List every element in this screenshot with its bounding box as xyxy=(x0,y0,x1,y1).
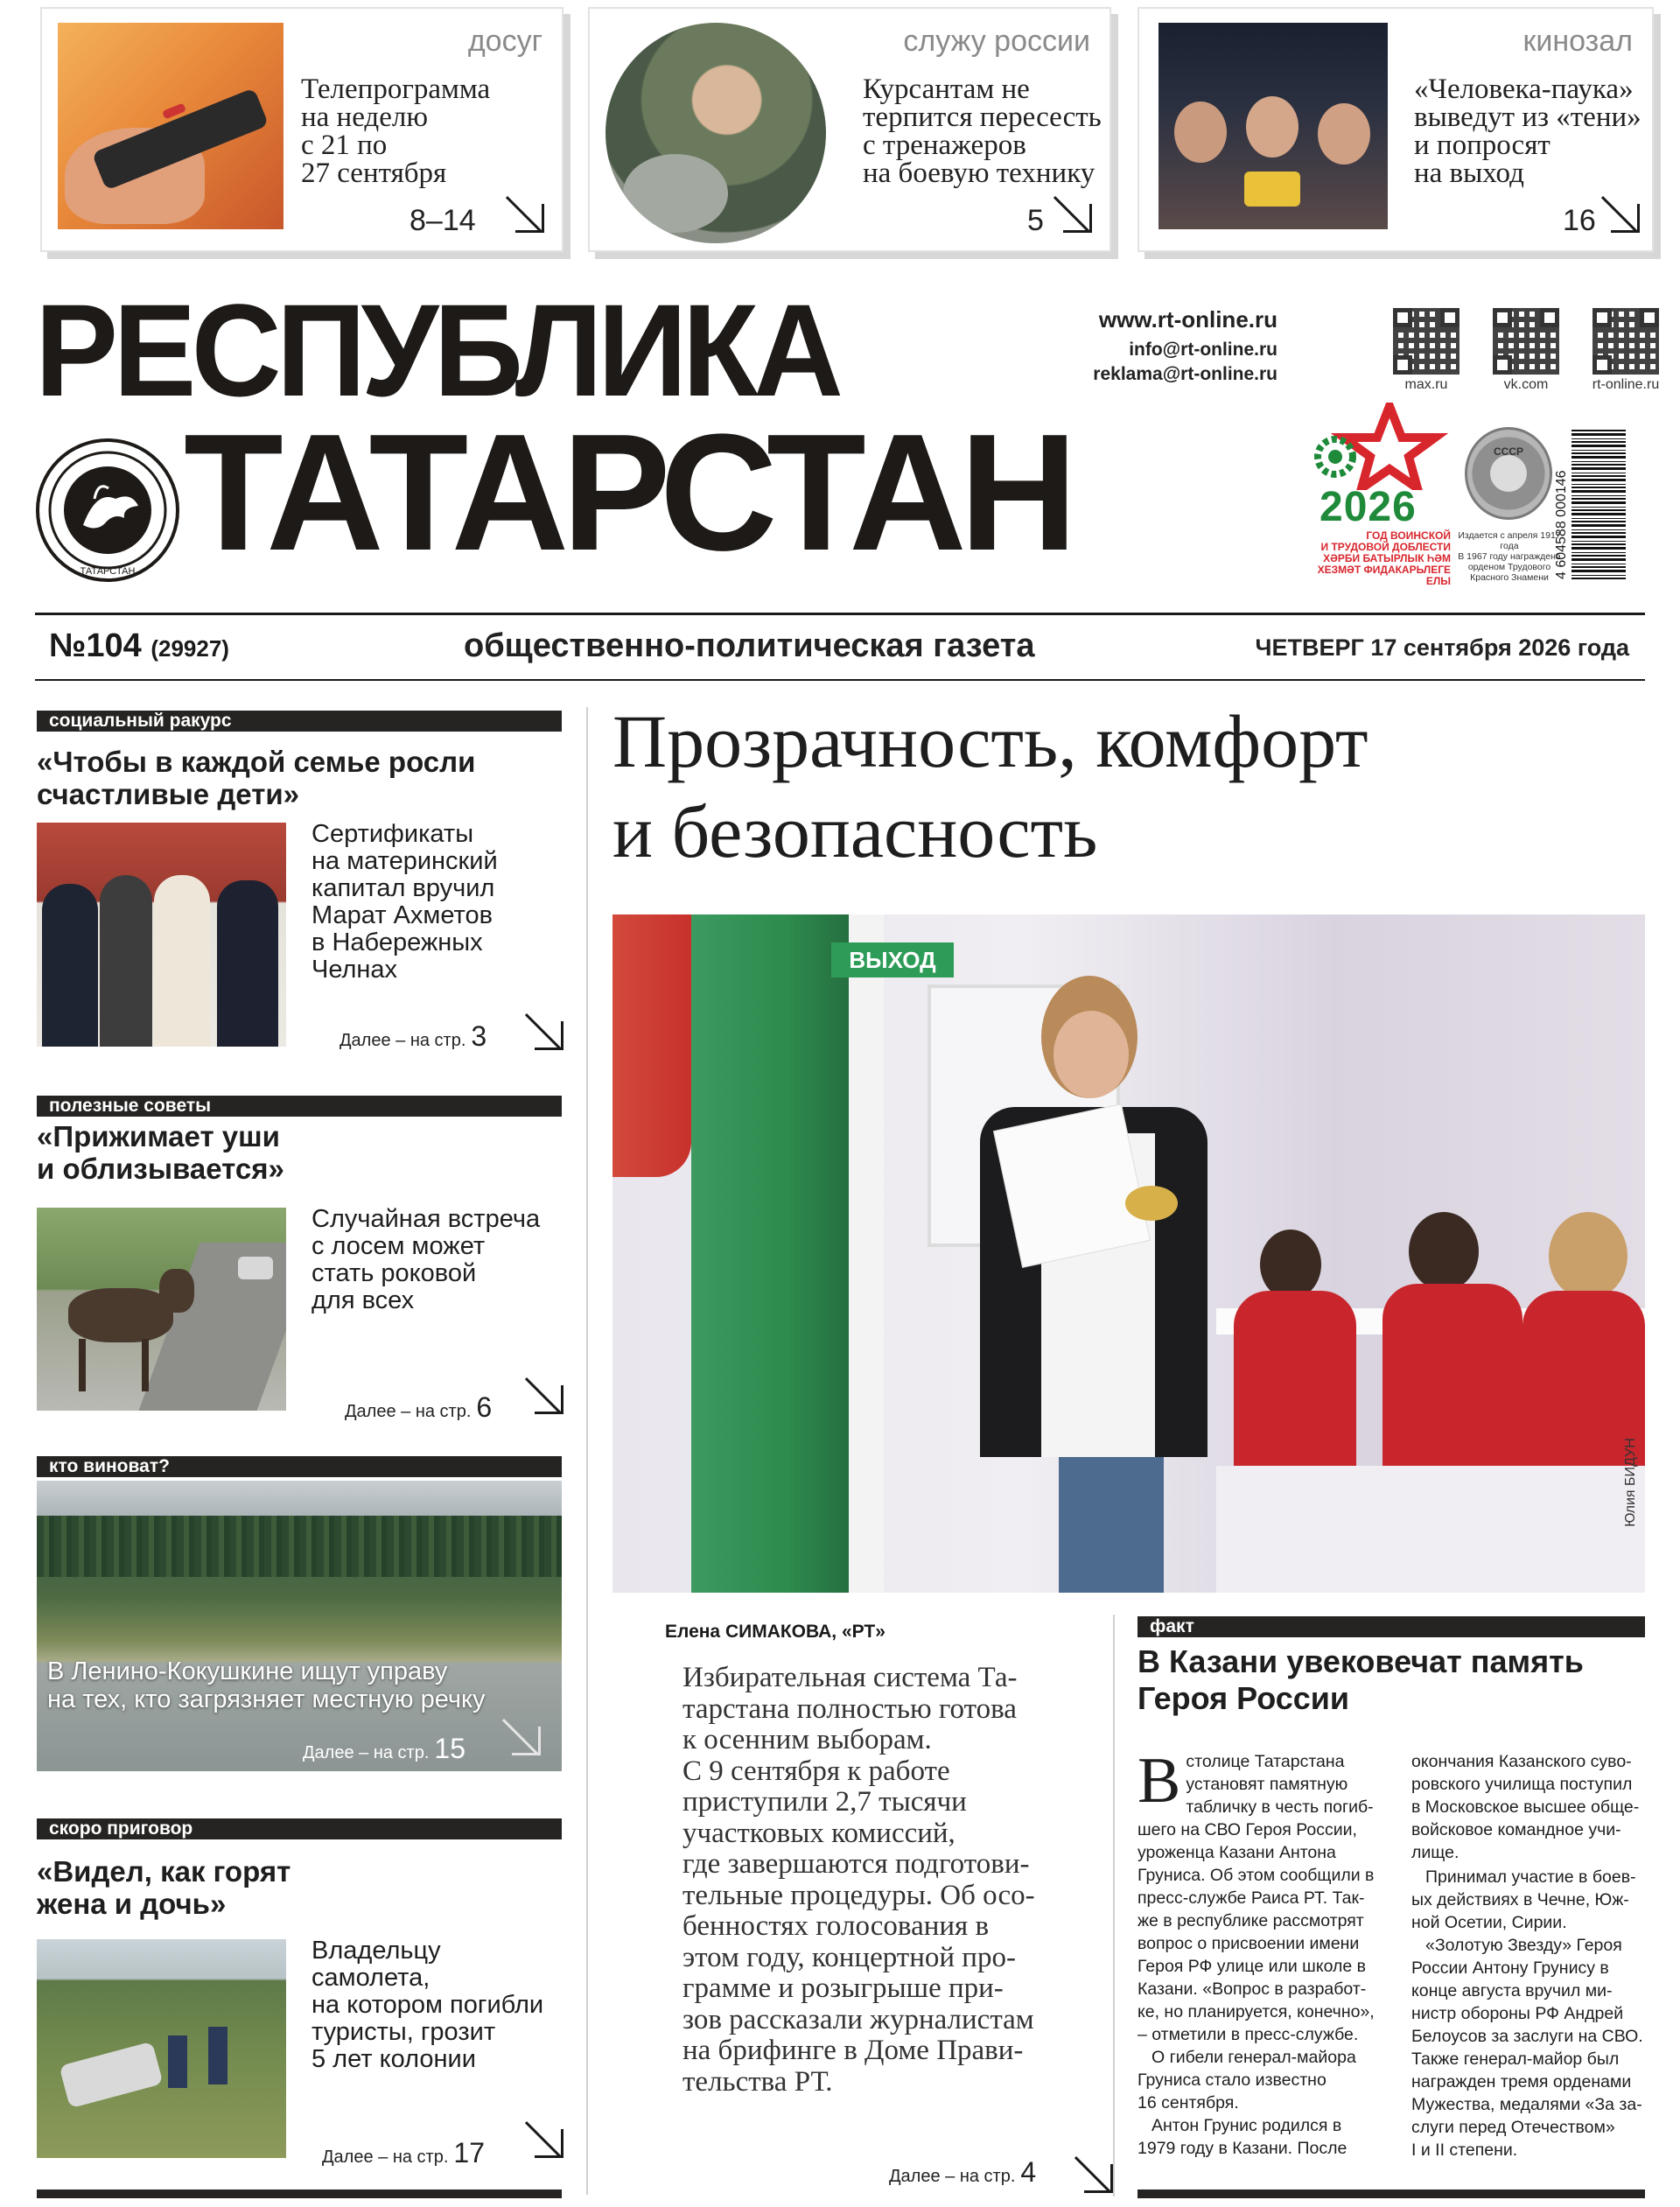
arrow-down-right-icon xyxy=(1601,194,1640,233)
issue-info-bar xyxy=(35,613,1645,681)
order-medal-label: СССР xyxy=(1493,445,1523,458)
rubric-bar: скоро приговор xyxy=(37,1818,562,1839)
tv-remote-photo xyxy=(58,23,284,229)
cadet-photo xyxy=(606,23,826,243)
teaser-page: 8–14 xyxy=(410,204,476,237)
continue-link[interactable]: Далее – на стр. 17 xyxy=(322,2137,485,2168)
flag-red-stripe xyxy=(612,914,691,1177)
fact-headline[interactable]: В Казани увековечат память Героя России xyxy=(1138,1643,1584,1716)
rubric-bar: социальный ракурс xyxy=(37,711,562,732)
arrow-down-right-icon xyxy=(506,194,544,233)
arrow-down-right-icon xyxy=(525,1376,564,1414)
moose-photo xyxy=(37,1208,286,1411)
fact-column-2: окончания Казанского суво- ровского училища поступил в Московское высшее обще- войсковое командное учи- лище. Принимал участие в боев- ых действиях в Чечне, Юж- ной Осетии, Сирии. «Золотую Звезду» Героя России Антону Грунису в конце августа вручил ми- нистр обороны РФ Андрей Белоусов за заслуги на СВО. Также генерал-майор был награжден тремя орденами Мужества, медалями «За за- слуги перед Отечеством» I и II степени. xyxy=(1411,1752,1643,2160)
qr-label-vk: vk.com xyxy=(1503,377,1549,392)
barcode-digits: 4 604588 000146 xyxy=(1554,470,1569,579)
column-divider xyxy=(586,707,588,2195)
teaser-rubric: служу россии xyxy=(903,25,1090,58)
left-item-text-overlay[interactable]: В Ленино-Кокушкине ищут управу на тех, кто загрязняет местную речку xyxy=(47,1657,486,1713)
email-info[interactable]: info@rt-online.ru xyxy=(1129,340,1278,360)
barcode-icon xyxy=(1572,429,1626,579)
masthead-line1: РЕСПУБЛИКА xyxy=(35,277,839,424)
issue-total: (29927) xyxy=(150,635,229,662)
flag-white-stripe xyxy=(849,914,884,1593)
year-badge-line4: ХЕЗМӘТ ФИДАКАРЬЛЕГЕ ЕЛЫ xyxy=(1317,564,1451,587)
continue-link[interactable]: Далее – на стр. 15 xyxy=(303,1733,466,1764)
left-item-text: Сертификаты на материнский капитал вручил Марат Ахметов в Набережных Челнах xyxy=(312,820,498,984)
cinema-audience-photo xyxy=(1158,23,1388,229)
teaser-text: «Человека-паука» выведут из «тени» и попросят на выход xyxy=(1414,74,1642,189)
fact-dropcap: В xyxy=(1138,1745,1181,1817)
column-divider-2 xyxy=(1113,1615,1115,2196)
year-badge-year: 2026 xyxy=(1320,484,1417,530)
plane-crash-photo xyxy=(37,1939,286,2158)
certificates-photo xyxy=(37,823,286,1047)
photo-credit: Юлия БИДУН xyxy=(1623,1438,1638,1527)
order-badge-line4: Красного Знамени xyxy=(1470,572,1549,583)
teaser-sluzhu-rossii[interactable] xyxy=(588,7,1111,252)
bottom-rule-right xyxy=(1138,2189,1645,2198)
main-lead: Избирательная система Та- тарстана полностью готова к осенним выборам. С 9 сентября к работе приступили 2,7 тысячи участковых комиссий, где завершаются подготови- тельные процедуры. Об осо- бенностях голосования в этом году, концертной про- грамме и розыгрыше при- зов рассказали журналистам на брифинге в Доме Прави- тельства РТ. xyxy=(682,1662,1035,2098)
fact-rubric-bar: факт xyxy=(1138,1616,1645,1637)
year-badge-line1: ГОД ВОИНСКОЙ xyxy=(1366,529,1451,542)
exit-sign: ВЫХОД xyxy=(831,942,954,977)
rubric-bar: полезные советы xyxy=(37,1096,562,1117)
qr-code-max-icon[interactable] xyxy=(1393,308,1460,375)
teaser-text: Курсантам не терпится пересесть с тренажеров на боевую технику xyxy=(863,74,1102,189)
arrow-down-right-icon xyxy=(502,1717,541,1755)
year-badge-line2: И ТРУДОВОЙ ДОБЛЕСТИ xyxy=(1320,541,1451,553)
year-2026-badge xyxy=(1311,403,1451,586)
teaser-page: 5 xyxy=(1027,204,1044,237)
order-medal-icon xyxy=(1465,427,1552,520)
arrow-down-right-icon xyxy=(1074,2154,1113,2193)
teaser-page: 16 xyxy=(1563,204,1596,237)
issue-number: №104 (29927) xyxy=(49,627,229,664)
woman-figure xyxy=(945,976,1208,1593)
order-badge-line2: В 1967 году награждена xyxy=(1458,551,1561,562)
election-workers xyxy=(1216,1203,1645,1593)
rubric-bar: кто виноват? xyxy=(37,1456,562,1477)
river-photo xyxy=(37,1481,562,1771)
site-url[interactable]: www.rt-online.ru xyxy=(1098,306,1278,333)
teaser-rubric: досуг xyxy=(467,25,542,58)
qr-label-max: max.ru xyxy=(1404,377,1448,392)
left-item-text: Владельцу самолета, на котором погибли туристы, грозит 5 лет колонии xyxy=(312,1937,544,2073)
byline: Елена СИМАКОВА, «РТ» xyxy=(665,1622,886,1642)
continue-link[interactable]: Далее – на стр. 3 xyxy=(340,1020,487,1052)
teaser-rubric: кинозал xyxy=(1522,25,1633,58)
arrow-down-right-icon xyxy=(1054,194,1092,233)
left-item-text: Случайная встреча с лосем может стать роковой для всех xyxy=(312,1205,541,1314)
qr-code-vk-icon[interactable] xyxy=(1493,308,1559,375)
left-item-headline[interactable]: «Чтобы в каждой семье росли счастливые дети» xyxy=(37,746,476,810)
tatarstan-emblem-icon xyxy=(35,438,180,583)
teaser-dosug[interactable] xyxy=(40,7,564,252)
qr-label-rt-online: rt-online.ru xyxy=(1592,377,1660,392)
masthead-line2: ТАТАРСТАН xyxy=(184,400,1071,585)
main-photo xyxy=(612,914,1645,1593)
order-badge-line1: Издается с апреля 1917 года xyxy=(1458,530,1561,551)
email-reklama[interactable]: reklama@rt-online.ru xyxy=(1093,364,1278,384)
continue-link[interactable]: Далее – на стр. 6 xyxy=(345,1391,493,1423)
newspaper-type: общественно-политическая газета xyxy=(464,627,1035,664)
arrow-down-right-icon xyxy=(525,2119,564,2158)
year-badge-line3: ХӘРБИ БАТЫРЛЫК ҺӘМ xyxy=(1323,552,1451,564)
flag-green-stripe xyxy=(691,914,849,1593)
qr-code-rt-online-icon[interactable] xyxy=(1592,308,1659,375)
left-item-headline[interactable]: «Видел, как горят жена и дочь» xyxy=(37,1855,291,1920)
teaser-kinozal[interactable] xyxy=(1138,7,1654,252)
bottom-rule xyxy=(37,2189,562,2198)
main-headline[interactable]: Прозрачность, комфорт и безопасность xyxy=(612,699,1368,873)
continue-link[interactable]: Далее – на стр. 4 xyxy=(889,2156,1037,2188)
emblem-label: ТАТАРСТАН xyxy=(80,566,136,577)
left-item-headline[interactable]: «Прижимает уши и облизывается» xyxy=(37,1120,284,1185)
teaser-text: Телепрограмма на неделю с 21 по 27 сентября xyxy=(301,74,491,189)
issue-date: ЧЕТВЕРГ 17 сентября 2026 года xyxy=(1255,634,1629,661)
order-badge xyxy=(1458,427,1561,585)
order-badge-line3: орденом Трудового xyxy=(1467,562,1551,572)
arrow-down-right-icon xyxy=(525,1012,564,1050)
star-gear-icon xyxy=(1311,403,1451,490)
fact-column-1: В столице Татарстана установят памятную табличку в честь погиб- шего на СВО Героя России, уроженца Казани Антона Груниса. Об этом сообщили в пресс-службе Раиса РТ. Так- же в республике рассмотрят вопрос о присвоении имени Героя РФ улице или школе в Казани. «Вопрос в разработ- ке, но планируется, конечно», – отметили в пресс-службе. О гибели генерал-майора Груниса стало известно 16 сентября. Антон Грунис родился в 1979 году в Казани. После xyxy=(1138,1745,1375,2158)
